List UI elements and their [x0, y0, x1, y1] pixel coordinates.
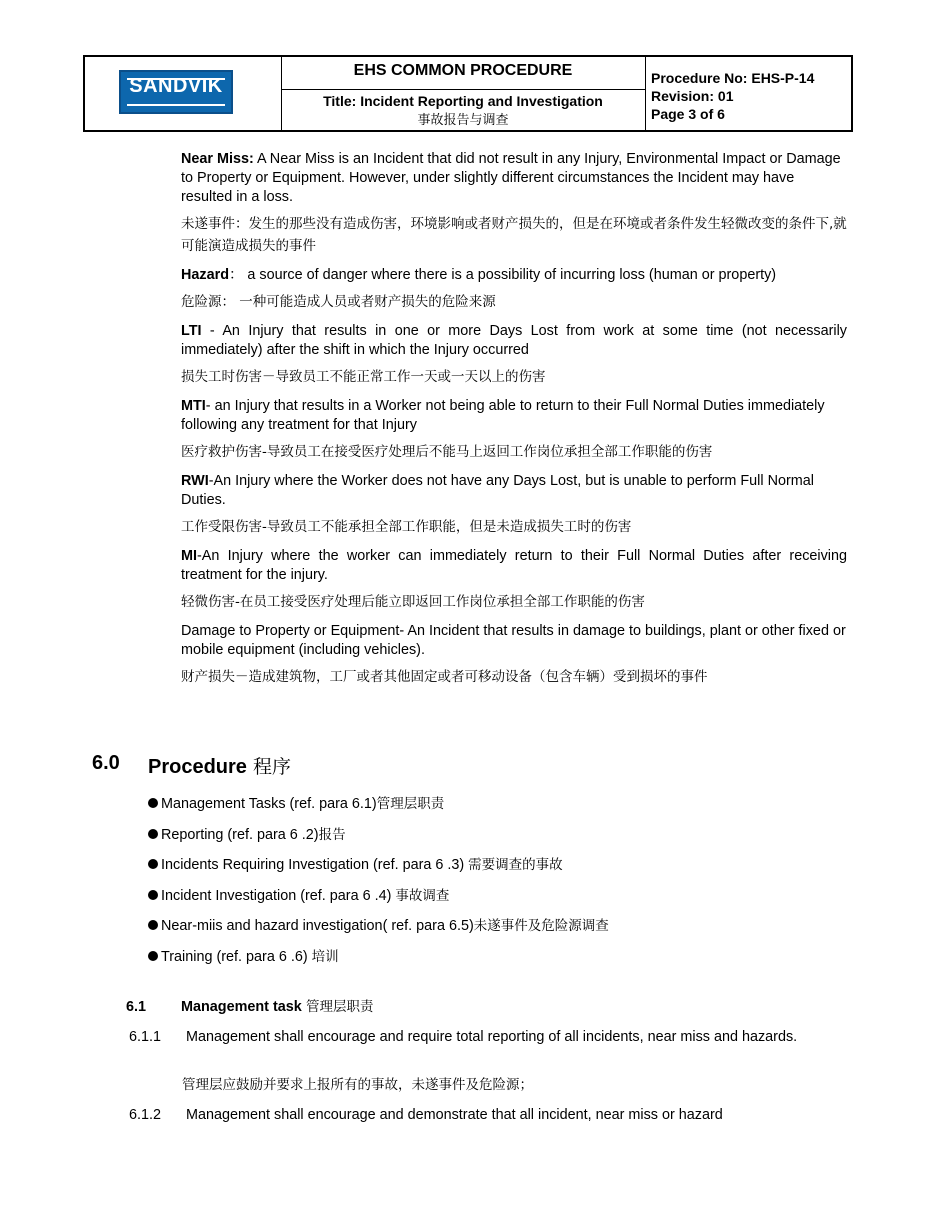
- list-item: Training (ref. para 6 .6) 培训: [148, 946, 609, 977]
- definition-hazard-en: Hazard： a source of danger where there is a possibility of incurring loss (human or property): [181, 267, 777, 283]
- list-item: Incident Investigation (ref. para 6 .4) 事故调查: [148, 885, 609, 916]
- definition-hazard-zh: 危险源： 一种可能造成人员或者财产损失的危险来源: [181, 294, 496, 310]
- definition-rwi-en: RWI-An Injury where the Worker does not have any Days Lost, but is unable to perform Full Normal Duties.: [181, 473, 814, 508]
- definition-mti-zh: 医疗救护伤害-导致员工在接受医疗处理后不能马上返回工作岗位承担全部工作职能的伤害: [181, 444, 713, 460]
- subsection-title: Management task 管理层职责: [181, 999, 374, 1015]
- document-header: [83, 55, 853, 132]
- logo-cell: [85, 57, 282, 130]
- bullet-icon: [148, 859, 158, 869]
- logo-text: SANDVIK: [129, 75, 223, 97]
- item-number: 6.1.1: [129, 1029, 162, 1045]
- document-type: EHS COMMON PROCEDURE: [281, 57, 645, 90]
- list-item: Near-miis and hazard investigation( ref. para 6.5)未遂事件及危险源调查: [148, 915, 609, 946]
- subsection-number: 6.1: [126, 999, 147, 1015]
- item-number: 6.1.2: [129, 1107, 162, 1123]
- title-cell: [281, 57, 646, 130]
- definitions: [181, 150, 847, 697]
- definition-lti-en: LTI - An Injury that results in one or more Days Lost from work at some time (not necessarily immediately) after the shift in which the Injury occurred: [181, 323, 847, 358]
- definition-near-miss-en: Near Miss: A Near Miss is an Incident that did not result in any Injury, Environmental Impact or Damage to Property or Equipment. However, under slightly different circumstances the Incident may have resulted in a loss.: [181, 151, 841, 205]
- sandvik-logo: [119, 70, 233, 114]
- item-text-en: Management shall encourage and require total reporting of all incidents, near miss and hazards.: [186, 1029, 798, 1045]
- definition-mi-zh: 轻微伤害-在员工接受医疗处理后能立即返回工作岗位承担全部工作职能的伤害: [181, 594, 645, 610]
- definition-damage-zh: 财产损失－造成建筑物，工厂或者其他固定或者可移动设备（包含车辆）受到损坏的事件: [181, 669, 708, 685]
- item-text-zh: 管理层应鼓励并要求上报所有的事故，未遂事件及危险源；: [182, 1077, 533, 1093]
- procedure-number: Procedure No: EHS-P-14: [651, 70, 815, 86]
- document-title: [281, 91, 645, 132]
- item-text-en: Management shall encourage and demonstrate that all incident, near miss or hazard: [186, 1107, 723, 1123]
- bullet-icon: [148, 798, 158, 808]
- definition-mti-en: MTI- an Injury that results in a Worker not being able to return to their Full Normal Duties immediately following any treatment for that Injury: [181, 398, 825, 433]
- title-en: Title: Incident Reporting and Investigation: [323, 93, 603, 109]
- bullet-icon: [148, 890, 158, 900]
- definition-lti-zh: 损失工时伤害－导致员工不能正常工作一天或一天以上的伤害: [181, 369, 546, 385]
- definition-rwi-zh: 工作受限伤害-导致员工不能承担全部工作职能，但是未造成损失工时的伤害: [181, 519, 632, 535]
- list-item: Incidents Requiring Investigation (ref. para 6 .3) 需要调查的事故: [148, 854, 609, 885]
- definition-mi-en: MI-An Injury where the worker can immediately return to their Full Normal Duties after receiving treatment for the injury.: [181, 548, 847, 583]
- list-item: Management Tasks (ref. para 6.1)管理层职责: [148, 793, 609, 824]
- definition-near-miss-zh: 未遂事件：发生的那些没有造成伤害，环境影响或者财产损失的，但是在环境或者条件发生轻微改变的条件下,就可能演造成损失的事件: [181, 216, 847, 254]
- definition-damage-en: Damage to Property or Equipment- An Incident that results in damage to buildings, plant or other fixed or mobile equipment (including vehicles).: [181, 623, 846, 658]
- procedure-list: [148, 793, 609, 976]
- bullet-icon: [148, 920, 158, 930]
- revision: Revision: 01: [651, 88, 734, 104]
- bullet-icon: [148, 951, 158, 961]
- list-item: Reporting (ref. para 6 .2)报告: [148, 824, 609, 855]
- section-title: Procedure 程序: [148, 756, 291, 778]
- page-number: Page 3 of 6: [651, 106, 725, 122]
- doc-meta: [651, 69, 814, 123]
- title-zh: 事故报告与调查: [417, 113, 509, 128]
- section-number: 6.0: [92, 752, 120, 774]
- bullet-icon: [148, 829, 158, 839]
